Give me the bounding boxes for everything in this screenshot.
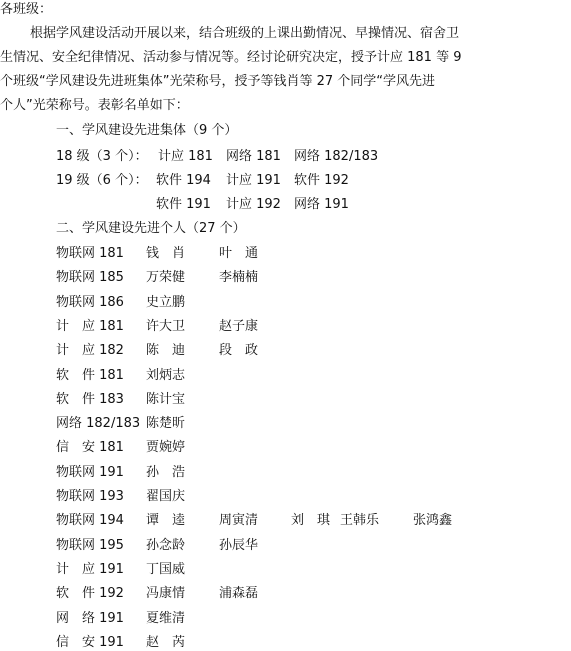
student-name: 张鸿鑫 (413, 513, 453, 528)
student-name: 丁国威 (146, 562, 186, 577)
student-name: 刘炳志 (146, 368, 186, 383)
award-class: 网络 182/183 (56, 416, 141, 431)
award-class: 物联网 186 (56, 295, 124, 310)
grade-label: 19 级（6 个）： (56, 173, 148, 188)
student-name: 孙辰华 (219, 538, 259, 553)
award-class: 物联网 191 (56, 465, 124, 480)
student-name: 段 政 (219, 343, 259, 358)
student-name: 钱 肖 (146, 246, 186, 261)
section1-heading: 一、学风建设先进集体（9 个） (56, 123, 238, 138)
award-class: 计 应 182 (56, 343, 124, 358)
student-name: 李楠楠 (219, 270, 259, 285)
award-class: 软 件 181 (56, 368, 124, 383)
student-name: 夏维清 (146, 611, 186, 626)
section2-heading: 二、学风建设先进个人（27 个） (56, 221, 246, 236)
award-class: 信 安 191 (56, 635, 124, 650)
student-name: 孙念龄 (146, 538, 186, 553)
class-name: 软件 194 (156, 173, 211, 188)
student-name: 周寅清 (219, 513, 259, 528)
student-name: 叶 通 (219, 246, 259, 261)
student-name: 王韩乐 (340, 513, 380, 528)
student-name: 刘 琪 (291, 513, 331, 528)
award-class: 信 安 181 (56, 440, 124, 455)
award-class: 网 络 191 (56, 611, 124, 626)
student-name: 贾婉婷 (146, 440, 186, 455)
class-name: 软件 192 (294, 173, 349, 188)
award-class: 计 应 181 (56, 319, 124, 334)
student-name: 浦森磊 (219, 586, 259, 601)
class-name: 计应 191 (226, 173, 281, 188)
award-class: 计 应 191 (56, 562, 124, 577)
student-name: 万荣健 (146, 270, 186, 285)
student-name: 陈计宝 (146, 392, 186, 407)
award-class: 软 件 183 (56, 392, 124, 407)
student-name: 史立鹏 (146, 295, 186, 310)
class-name: 网络 181 (226, 149, 281, 164)
student-name: 陈楚昕 (146, 416, 186, 431)
award-class: 物联网 195 (56, 538, 124, 553)
student-name: 陈 迪 (146, 343, 186, 358)
intro-line-4: 个人”光荣称号。表彰名单如下： (0, 98, 189, 113)
class-name: 网络 182/183 (294, 149, 379, 164)
intro-line-2: 生情况、安全纪律情况、活动参与情况等。经讨论研究决定，授予计应 181 等 9 (0, 50, 462, 65)
student-name: 许大卫 (146, 319, 186, 334)
intro-line-1: 根据学风建设活动开展以来，结合班级的上课出勤情况、早操情况、宿舍卫 (30, 26, 460, 41)
award-class: 软 件 192 (56, 586, 124, 601)
award-class: 物联网 193 (56, 489, 124, 504)
student-name: 赵 芮 (146, 635, 186, 650)
intro-line-3: 个班级“学风建设先进班集体”光荣称号，授予等钱肖等 27 个同学“学风先进 (0, 74, 436, 89)
award-class: 物联网 194 (56, 513, 124, 528)
greeting: 各班级： (0, 2, 53, 17)
class-name: 网络 191 (294, 197, 349, 212)
student-name: 冯康情 (146, 586, 186, 601)
student-name: 谭 逵 (146, 513, 186, 528)
class-name: 计应 181 (158, 149, 213, 164)
award-class: 物联网 181 (56, 246, 124, 261)
class-name: 计应 192 (226, 197, 281, 212)
class-name: 软件 191 (156, 197, 211, 212)
grade-label: 18 级（3 个）： (56, 149, 148, 164)
award-class: 物联网 185 (56, 270, 124, 285)
student-name: 孙 浩 (146, 465, 186, 480)
student-name: 赵子康 (219, 319, 259, 334)
student-name: 翟国庆 (146, 489, 186, 504)
